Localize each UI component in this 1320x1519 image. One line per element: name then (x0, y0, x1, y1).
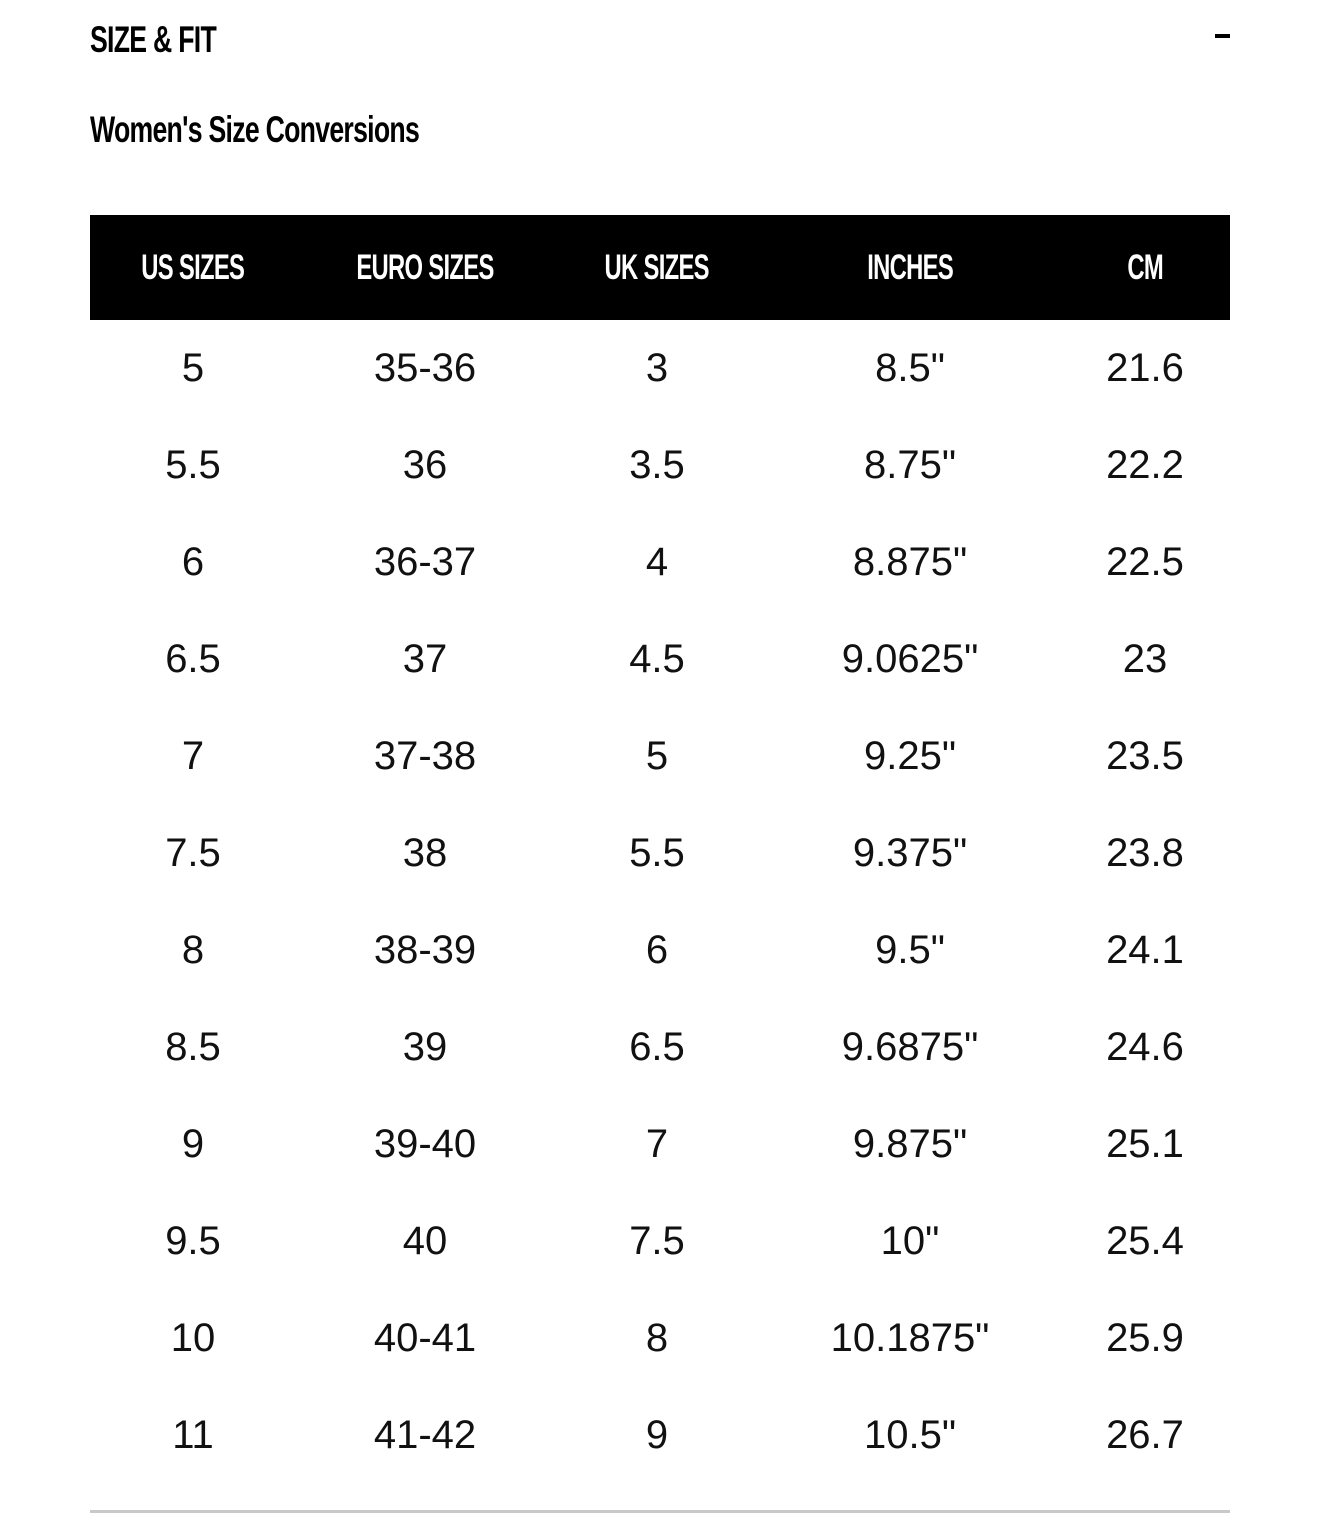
minus-icon (1215, 34, 1230, 38)
cell-cm: 22.5 (1106, 540, 1184, 584)
cell-us: 5 (181, 346, 205, 390)
cell-cm: 25.4 (1106, 1219, 1184, 1263)
cell-inches: 9.0625" (841, 637, 979, 681)
cell-inches: 9.5" (875, 928, 945, 972)
cell-euro: 35-36 (373, 346, 477, 390)
cell-inches: 8.75" (863, 443, 957, 487)
column-header-label: CM (1127, 247, 1163, 287)
section-divider (90, 1510, 1230, 1513)
column-header-inches (760, 215, 1060, 320)
table-row (90, 1387, 1230, 1484)
cell-us: 9.5 (165, 1219, 221, 1263)
cell-us: 5.5 (165, 443, 221, 487)
cell-inches: 9.6875" (841, 1025, 979, 1069)
table-header-row (90, 215, 1230, 320)
cell-euro: 39 (402, 1025, 448, 1069)
cell-us: 11 (172, 1413, 214, 1457)
cell-uk: 5 (645, 734, 669, 778)
cell-cm: 23.5 (1106, 734, 1184, 778)
cell-uk: 6 (645, 928, 669, 972)
column-header-uk (554, 215, 760, 320)
cell-euro: 37-38 (373, 734, 477, 778)
column-header-euro (296, 215, 554, 320)
size-fit-section (90, 0, 1230, 1457)
size-conversions-subtitle: Women's Size Conversions (90, 109, 420, 150)
cell-inches: 9.25" (863, 734, 957, 778)
size-conversion-table (90, 215, 1230, 1484)
cell-uk: 9 (645, 1413, 669, 1457)
table-row (90, 514, 1230, 611)
cell-cm: 22.2 (1106, 443, 1184, 487)
cell-euro: 36-37 (373, 540, 477, 584)
table-row (90, 320, 1230, 417)
cell-us: 7.5 (165, 831, 221, 875)
cell-cm: 24.6 (1106, 1025, 1184, 1069)
cell-us: 10 (170, 1316, 216, 1360)
table-row (90, 1290, 1230, 1387)
table-row (90, 708, 1230, 805)
cell-us: 8 (181, 928, 205, 972)
cell-uk: 4 (645, 540, 669, 584)
column-header-label: US SIZES (141, 247, 245, 287)
cell-us: 8.5 (165, 1025, 221, 1069)
cell-inches: 9.875" (852, 1122, 968, 1166)
cell-euro: 36 (402, 443, 448, 487)
cell-us: 6.5 (165, 637, 221, 681)
cell-cm: 23 (1122, 637, 1168, 681)
table-row (90, 1193, 1230, 1290)
cell-uk: 7 (645, 1122, 669, 1166)
cell-cm: 24.1 (1106, 928, 1184, 972)
cell-uk: 6.5 (629, 1025, 685, 1069)
table-row (90, 999, 1230, 1096)
section-title: SIZE & FIT (90, 19, 216, 60)
cell-cm: 25.1 (1106, 1122, 1184, 1166)
cell-euro: 41-42 (373, 1413, 477, 1457)
cell-us: 7 (181, 734, 205, 778)
cell-cm: 21.6 (1106, 346, 1184, 390)
table-row (90, 902, 1230, 999)
cell-uk: 3.5 (629, 443, 685, 487)
collapse-toggle-button[interactable] (1190, 12, 1230, 52)
table-row (90, 1096, 1230, 1193)
cell-uk: 5.5 (629, 831, 685, 875)
table-row (90, 611, 1230, 708)
cell-uk: 7.5 (629, 1219, 685, 1263)
cell-inches: 10.1875" (830, 1316, 990, 1360)
cell-inches: 8.5" (875, 346, 945, 390)
cell-us: 6 (181, 540, 205, 584)
cell-euro: 39-40 (373, 1122, 477, 1166)
cell-euro: 40-41 (373, 1316, 477, 1360)
cell-cm: 26.7 (1106, 1413, 1184, 1457)
cell-euro: 40 (402, 1219, 448, 1263)
column-header-label: EURO SIZES (356, 247, 494, 287)
cell-uk: 4.5 (629, 637, 685, 681)
column-header-label: INCHES (867, 247, 953, 287)
cell-euro: 38 (402, 831, 448, 875)
size-fit-header[interactable] (90, 0, 1230, 80)
cell-us: 9 (181, 1122, 205, 1166)
cell-cm: 25.9 (1106, 1316, 1184, 1360)
cell-uk: 3 (645, 346, 669, 390)
cell-inches: 8.875" (852, 540, 968, 584)
cell-cm: 23.8 (1106, 831, 1184, 875)
column-header-us (90, 215, 296, 320)
cell-uk: 8 (645, 1316, 669, 1360)
column-header-label: UK SIZES (604, 247, 710, 287)
cell-euro: 37 (402, 637, 448, 681)
cell-inches: 10" (880, 1219, 940, 1263)
table-row (90, 417, 1230, 514)
table-body (90, 320, 1230, 1484)
cell-inches: 10.5" (863, 1413, 957, 1457)
cell-inches: 9.375" (852, 831, 968, 875)
table-row (90, 805, 1230, 902)
cell-euro: 38-39 (373, 928, 477, 972)
column-header-cm (1060, 215, 1230, 320)
